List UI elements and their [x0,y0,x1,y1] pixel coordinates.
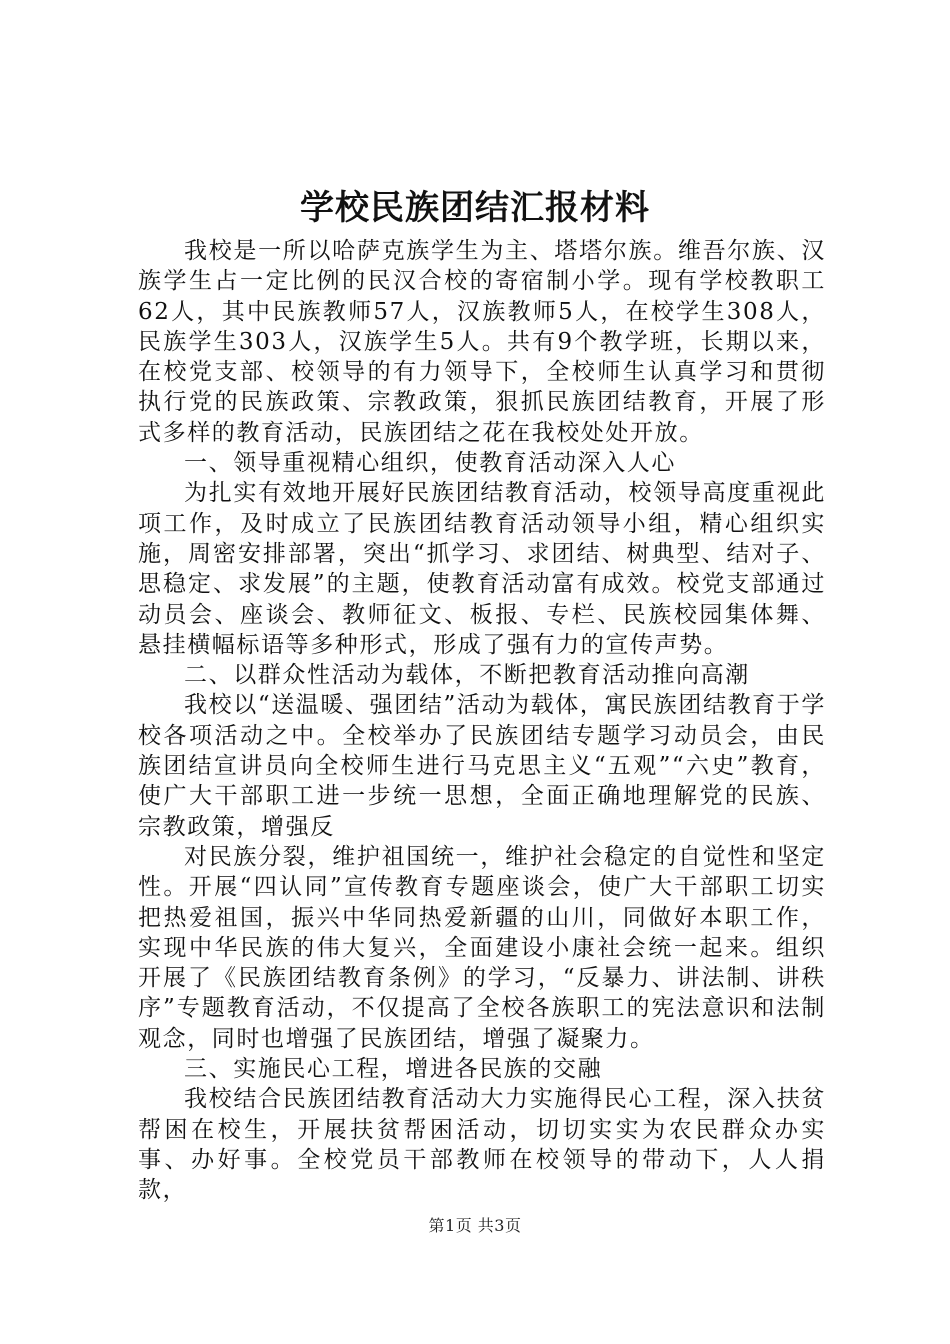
document-body [138,236,826,1206]
body-paragraph: 我校结合民族团结教育活动大力实施得民心工程，深入扶贫帮困在校生，开展扶贫帮困活动，切切实实为农民群众办实事、办好事。全校党员干部教师在校领导的带动下，人人捐款， [138,1086,826,1204]
section-heading: 三、实施民心工程，增进各民族的交融 [184,1056,603,1083]
section-heading: 一、领导重视精心组织，使教育活动深入人心 [184,450,676,477]
body-paragraph: 为扎实有效地开展好民族团结教育活动，校领导高度重视此项工作，及时成立了民族团结教育活动领导小组，精心组织实施，周密安排部署，突出“抓学习、求团结、树典型、结对子、思稳定、求发展”的主题，使教育活动富有成效。校党支部通过动员会、座谈会、教师征文、板报、专栏、民族校园集体舞、悬挂横幅标语等多种形式，形成了强有力的宣传声势。 [138,480,826,658]
document-title: 学校民族团结汇报材料 [300,188,650,228]
body-paragraph: 对民族分裂，维护祖国统一，维护社会稳定的自觉性和坚定性。开展“四认同”宣传教育专题座谈会，使广大干部职工切实把热爱祖国，振兴中华同热爱新疆的山川，同做好本职工作，实现中华民族的伟大复兴，全面建设小康社会统一起来。组织开展了《民族团结教育条例》的学习，“反暴力、讲法制、讲秩序”专题教育活动，不仅提高了全校各族职工的宪法意识和法制观念，同时也增强了民族团结，增强了凝聚力。 [138,843,826,1052]
page-footer: 第1页 共3页 [428,1216,522,1235]
body-paragraph: 我校以“送温暖、强团结”活动为载体，寓民族团结教育于学校各项活动之中。全校举办了民族团结专题学习动员会，由民族团结宣讲员向全校师生进行马克思主义“五观”“六史”教育，使广大干部职工进一步统一思想，全面正确地理解党的民族、宗教政策，增强反 [138,692,826,840]
body-paragraph: 我校是一所以哈萨克族学生为主、塔塔尔族。维吾尔族、汉族学生占一定比例的民汉合校的寄宿制小学。现有学校教职工62人，其中民族教师57人，汉族教师5人，在校学生308人，民族学生303人，汉族学生5人。共有9个教学班，长期以来，在校党支部、校领导的有力领导下，全校师生认真学习和贯彻执行党的民族政策、宗教政策，狠抓民族团结教育，开展了形式多样的教育活动，民族团结之花在我校处处开放。 [138,238,826,446]
section-heading: 二、以群众性活动为载体，不断把教育活动推向高潮 [184,662,750,689]
